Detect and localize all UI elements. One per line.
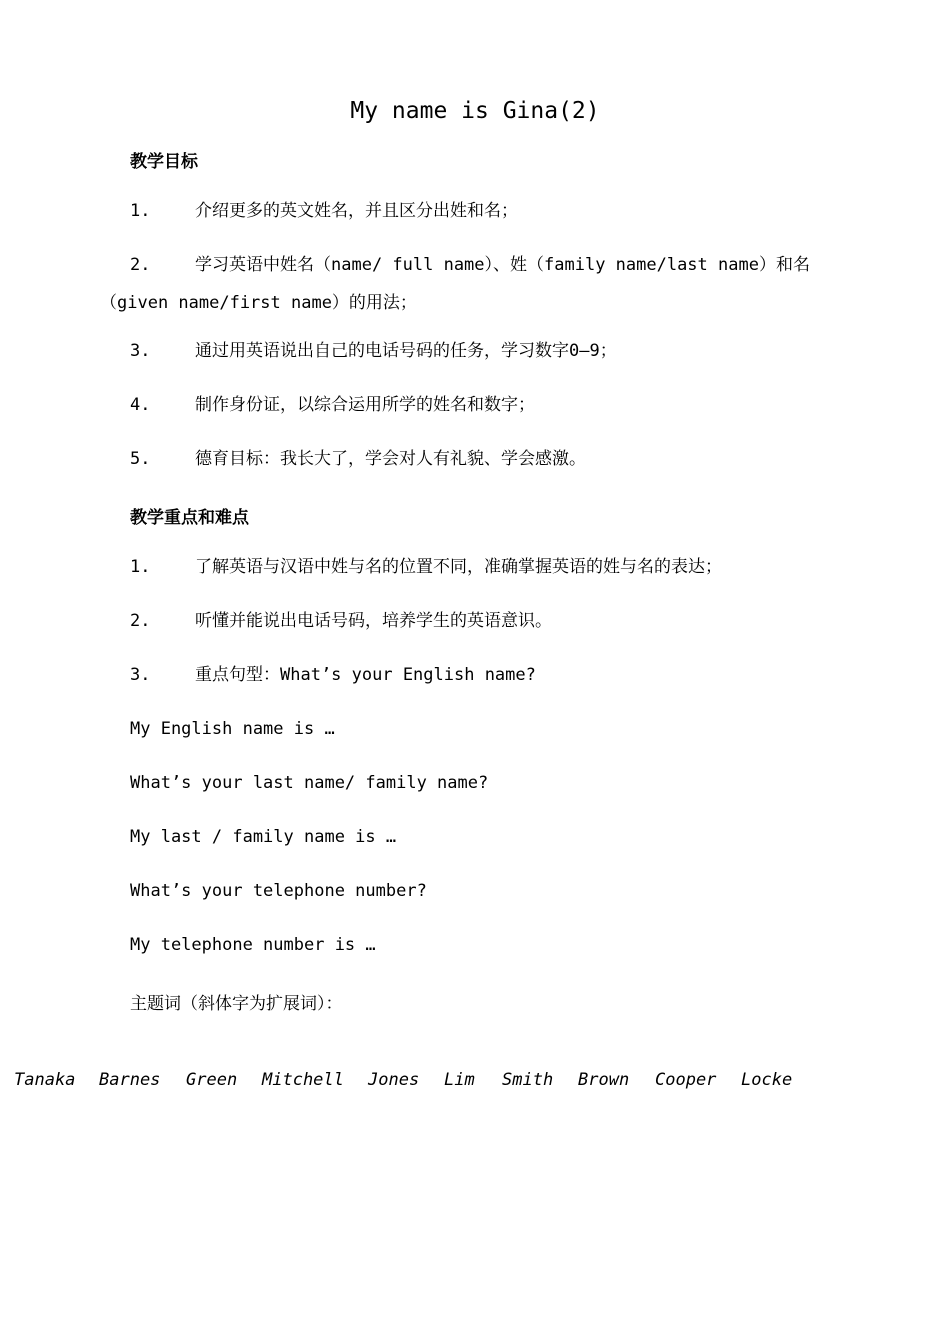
- theme-word: Barnes: [99, 1070, 161, 1090]
- item-text: 学习英语中姓名（name/ full name）、姓（family name/last name）和名: [195, 255, 810, 275]
- objective-item-3: [130, 335, 617, 367]
- theme-word: Smith: [502, 1070, 554, 1090]
- theme-word: Jones: [368, 1070, 420, 1090]
- objective-item-2-continued: （given name/first name）的用法；: [100, 293, 417, 313]
- objective-item-1: [130, 195, 518, 227]
- page-title: My name is Gina(2): [350, 98, 600, 124]
- item-text: 重点句型：What’s your English name?: [195, 665, 536, 685]
- item-number: 1.: [130, 557, 151, 577]
- theme-word: Green: [186, 1070, 238, 1090]
- item-text: 听懂并能说出电话号码，培养学生的英语意识。: [195, 611, 552, 631]
- sentence-pattern-3: My last / family name is …: [130, 827, 397, 847]
- item-text: 介绍更多的英文姓名，并且区分出姓和名；: [195, 201, 518, 221]
- theme-word: Tanaka: [14, 1070, 76, 1090]
- sentence-pattern-2: What’s your last name/ family name?: [130, 773, 489, 793]
- item-number: 3.: [130, 665, 151, 685]
- theme-word: Lim: [444, 1070, 475, 1090]
- item-text: 通过用英语说出自己的电话号码的任务，学习数字0—9；: [195, 341, 617, 361]
- key-point-item-2: [130, 605, 552, 637]
- sentence-pattern-4: What’s your telephone number?: [130, 881, 427, 901]
- objective-item-2: [130, 249, 850, 281]
- item-number: 5.: [130, 449, 151, 469]
- objective-item-5: [130, 443, 586, 475]
- item-number: 3.: [130, 341, 151, 361]
- key-point-item-1: [130, 551, 722, 583]
- item-text: 了解英语与汉语中姓与名的位置不同，准确掌握英语的姓与名的表达；: [195, 557, 722, 577]
- item-number: 2.: [130, 611, 151, 631]
- key-point-item-3: [130, 659, 536, 691]
- theme-words-label: 主题词（斜体字为扩展词）：: [130, 994, 343, 1014]
- theme-word: Brown: [578, 1070, 630, 1090]
- item-number: 2.: [130, 255, 151, 275]
- sentence-pattern-5: My telephone number is …: [130, 935, 376, 955]
- item-text: 德育目标：我长大了，学会对人有礼貌、学会感激。: [195, 449, 586, 469]
- theme-word: Cooper: [655, 1070, 717, 1090]
- objective-item-4: [130, 389, 535, 421]
- section-heading-key-points: 教学重点和难点: [130, 508, 249, 528]
- item-number: 4.: [130, 395, 151, 415]
- item-text: 制作身份证，以综合运用所学的姓名和数字；: [195, 395, 535, 415]
- sentence-pattern-1: My English name is …: [130, 719, 335, 739]
- theme-word: Locke: [741, 1070, 793, 1090]
- theme-word: Mitchell: [262, 1070, 344, 1090]
- item-number: 1.: [130, 201, 151, 221]
- section-heading-objectives: 教学目标: [130, 152, 198, 172]
